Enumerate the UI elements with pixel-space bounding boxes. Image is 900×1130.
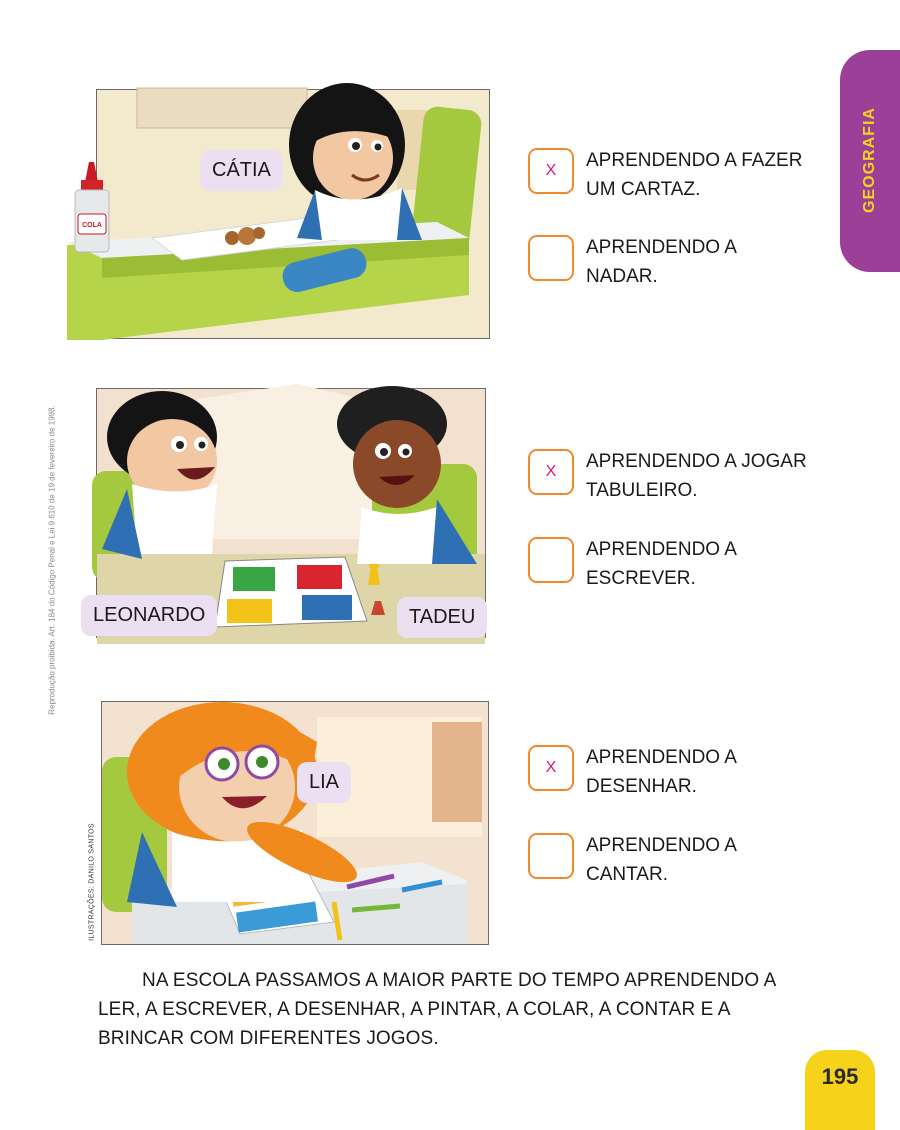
chapter-tab-label: GEOGRAFIA <box>861 107 878 213</box>
scene-lia-illustration <box>101 701 489 945</box>
name-tag-leonardo: LEONARDO <box>81 595 217 636</box>
option-label: APRENDENDO A ESCREVER. <box>586 539 737 589</box>
option-label: APRENDENDO A FAZER UM CARTAZ. <box>586 150 803 200</box>
scene-catia-illustration <box>82 89 490 339</box>
option-label: APRENDENDO A DESENHAR. <box>586 747 737 797</box>
option-write[interactable] <box>528 535 828 591</box>
checkbox-draw[interactable]: X <box>528 745 574 791</box>
legal-notice: Reprodução proibida. Art. 184 do Código Penal e Lei 9.610 de 19 de fevereiro de 1998. <box>47 405 57 715</box>
page-number: 195 <box>821 1064 859 1089</box>
option-label: APRENDENDO A NADAR. <box>586 237 737 287</box>
chapter-tab <box>840 50 900 272</box>
paragraph-line: BRINCAR COM DIFERENTES JOGOS. <box>98 1028 439 1049</box>
checkbox-write[interactable] <box>528 537 574 583</box>
page-number-tab <box>805 1050 875 1130</box>
glue-label: COLA <box>82 222 102 229</box>
option-board-game[interactable] <box>528 447 828 503</box>
name-tag-tadeu: TADEU <box>397 597 487 638</box>
classroom-poster-illustration <box>97 90 489 338</box>
scene-board-game-illustration <box>93 388 486 638</box>
checkbox-sing[interactable] <box>528 833 574 879</box>
option-label: APRENDENDO A JOGAR TABULEIRO. <box>586 451 807 501</box>
option-label: APRENDENDO A CANTAR. <box>586 835 737 885</box>
paragraph-line: NA ESCOLA PASSAMOS A MAIOR PARTE DO TEMPO APRENDENDO A <box>142 970 777 991</box>
checkbox-catia-swim[interactable] <box>528 235 574 281</box>
name-tag-lia: LIA <box>297 762 351 803</box>
glue-bottle-icon <box>67 162 127 272</box>
checkbox-catia-poster[interactable]: X <box>528 148 574 194</box>
paragraph-line: LER, A ESCREVER, A DESENHAR, A PINTAR, A COLAR, A CONTAR E A <box>98 999 731 1020</box>
checkbox-board-game[interactable]: X <box>528 449 574 495</box>
drawing-illustration <box>102 702 488 944</box>
option-catia-poster[interactable] <box>528 146 828 202</box>
illustration-credit: ILUSTRAÇÕES: DANILO SANTOS <box>88 823 96 941</box>
name-tag-catia: CÁTIA <box>200 150 283 191</box>
option-draw[interactable] <box>528 743 828 799</box>
option-catia-swim[interactable] <box>528 233 828 289</box>
option-sing[interactable] <box>528 831 828 887</box>
summary-paragraph <box>98 966 838 1053</box>
